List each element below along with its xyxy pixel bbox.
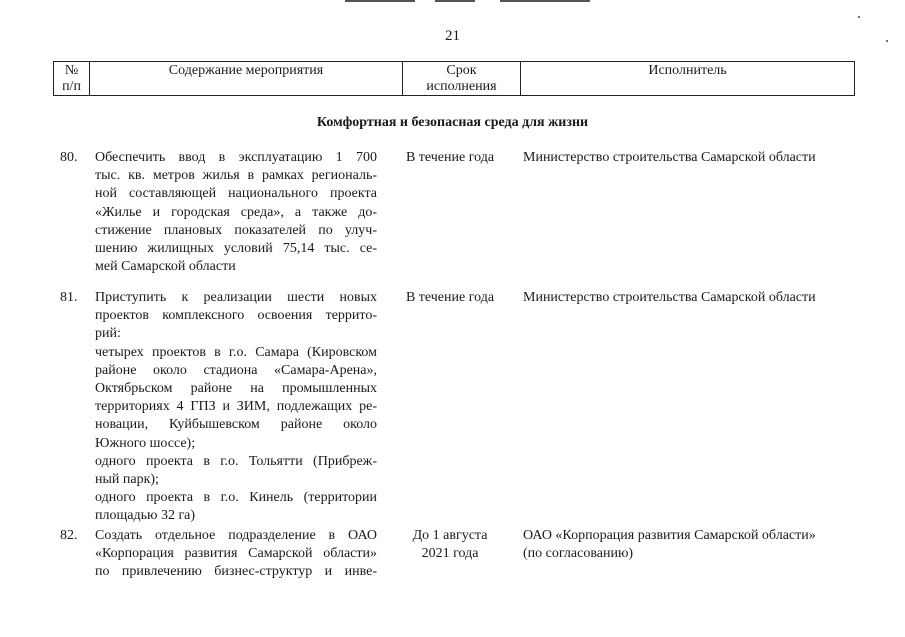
item-executor — [523, 527, 858, 563]
header-term-line1: Срок — [446, 63, 477, 78]
content-line: площадью 32 га) — [95, 508, 196, 524]
scan-artifact-top-1 — [345, 0, 415, 2]
term-line: В течение года — [405, 290, 495, 305]
term-line: 2021 года — [421, 546, 479, 562]
scan-artifact-top-2 — [435, 0, 475, 2]
item-number: 82. — [60, 528, 78, 543]
content-line: мей Самарской области — [95, 259, 236, 275]
executor-line: ОАО «Корпорация развития Самарской области» — [523, 528, 816, 543]
content-line: территориях 4 ГПЗ и ЗИМ, подлежащих ре- — [95, 399, 377, 415]
content-line: районе около стадиона «Самара-Арена», — [95, 362, 377, 378]
item-term — [395, 289, 505, 307]
term-line: В течение года — [405, 150, 495, 165]
executor-line: Министерство строительства Самарской области — [523, 290, 816, 305]
content-line: ной составляющей национального проекта — [95, 186, 377, 202]
item-executor — [523, 149, 858, 167]
section-title: Комфортная и безопасная среда для жизни — [316, 115, 589, 130]
content-line: «Жилье и городская среда», а также до- — [95, 204, 377, 220]
page-number: 21 — [445, 28, 460, 44]
content-line: новации, Куйбышевском районе около — [95, 417, 377, 433]
content-line: «Корпорация развития Самарской области» — [95, 546, 377, 562]
header-term — [403, 62, 521, 96]
item-content — [95, 527, 377, 582]
executor-line: (по согласованию) — [523, 546, 634, 562]
table-header — [53, 61, 855, 96]
content-line: Приступить к реализации шести новых — [95, 290, 377, 305]
content-line: тыс. кв. метров жилья в рамках региональ- — [95, 168, 377, 184]
header-num-line1: № — [64, 63, 79, 78]
content-line: Создать отдельное подразделение в ОАО — [95, 528, 377, 543]
content-line: Октябрьском районе на промышленных — [95, 381, 377, 397]
scan-artifact-top-3 — [500, 0, 590, 2]
executor-line: Министерство строительства Самарской области — [523, 150, 816, 165]
header-num-line2: п/п — [62, 79, 81, 94]
content-line: Обеспечить ввод в эксплуатацию 1 700 — [95, 150, 377, 165]
item-number: 80. — [60, 150, 78, 165]
item-number: 81. — [60, 290, 78, 305]
header-executor: Исполнитель — [521, 62, 855, 96]
header-term-line2: исполнения — [426, 79, 497, 94]
content-line: стижение плановых показателей по улуч- — [95, 222, 377, 238]
header-content: Содержание мероприятия — [90, 62, 403, 96]
item-content — [95, 289, 377, 526]
term-line: До 1 августа — [412, 528, 488, 543]
item-term — [395, 527, 505, 563]
content-line: четырех проектов в г.о. Самара (Кировском — [95, 344, 377, 360]
item-content — [95, 149, 377, 276]
item-term — [395, 149, 505, 167]
content-line: по привлечению бизнес-структур и инве- — [95, 564, 377, 580]
content-line: Южного шоссе); — [95, 435, 196, 451]
scan-dot — [858, 16, 860, 18]
content-line: шению жилищных условий 75,14 тыс. се- — [95, 241, 377, 257]
content-line: ный парк); — [95, 472, 159, 488]
content-line: проектов комплексного освоения террито- — [95, 308, 377, 324]
content-line: одного проекта в г.о. Кинель (территории — [95, 490, 377, 506]
content-line: одного проекта в г.о. Тольятти (Прибреж- — [95, 453, 377, 469]
header-num — [54, 62, 90, 96]
content-line: рий: — [95, 326, 121, 342]
item-executor — [523, 289, 858, 307]
